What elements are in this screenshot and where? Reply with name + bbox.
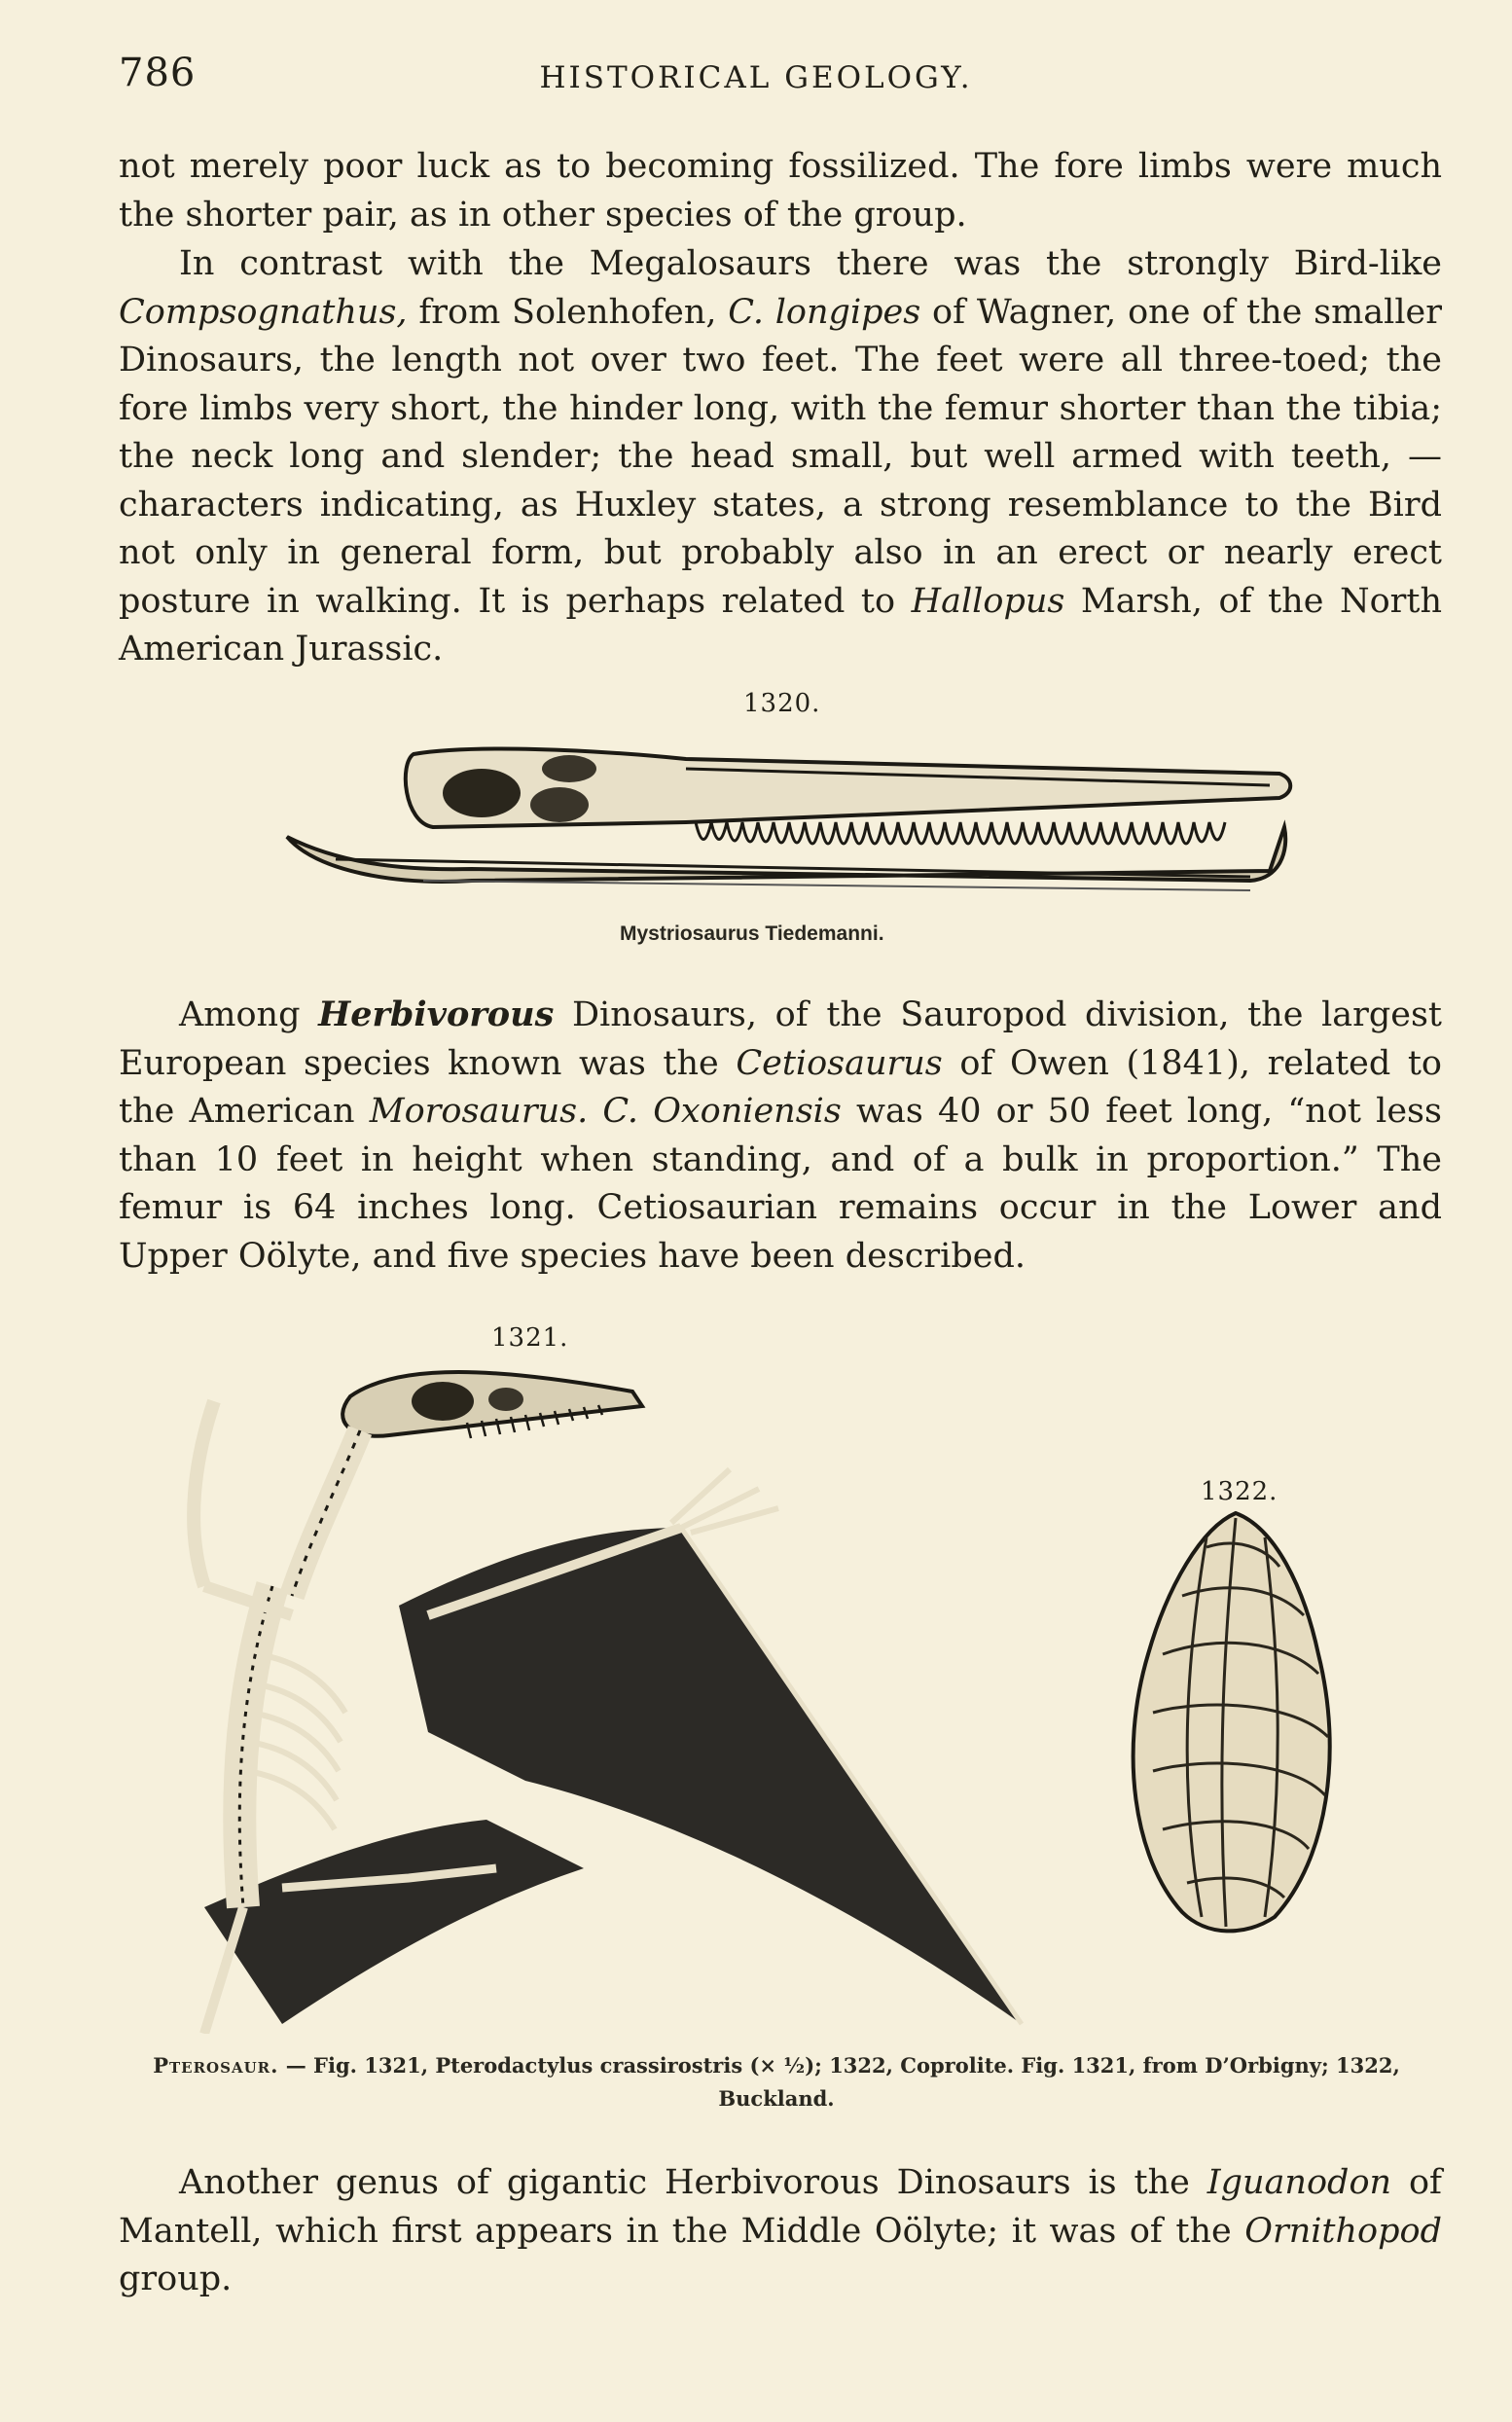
paragraph-1-text: not merely poor luck as to becoming fossilized. The fore limbs were much the shorter pair, as in other species of the group. (119, 147, 1442, 235)
paragraph-4 (119, 2159, 1442, 2304)
paragraph-3 (119, 991, 1442, 1281)
taxon-cetiosaurus: Cetiosaurus (736, 1043, 943, 1083)
paragraph-2-text-a: In contrast with the Megalosaurs there was the strongly Bird-like (179, 244, 1442, 283)
paragraph-3-text-e: was 40 or 50 feet long, “not less than 10 feet in height when standing, and of a bulk in proportion.” The femur is 64 inches long. Cetiosaurian remains occur in the Lower and Upper Oölyte, and five species have been described. (119, 1092, 1442, 1276)
figure-1321-pterosaur-skeleton-illustration (175, 1362, 1031, 2034)
paragraph-2-text-b: from Solenhofen, (407, 292, 729, 332)
paragraph-3-text-c: of Owen (1841), related to the American (119, 1043, 1442, 1131)
figure-1322-coprolite-illustration (1109, 1508, 1362, 1936)
taxon-iguanodon: Iguanodon (1206, 2163, 1392, 2202)
taxon-hallopus: Hallopus (911, 581, 1065, 621)
paragraph-4-text-b: of Mantell, which first appears in the Middle Oölyte; it was of the (119, 2163, 1442, 2251)
term-herbivorous: Herbivorous (318, 994, 555, 1034)
figure-1320-caption: Mystriosaurus Tiedemanni. (620, 922, 884, 945)
figure-1320-number: 1320. (743, 689, 821, 718)
paragraph-2-text-c: of Wagner, one of the smaller Dinosaurs, the length not over two feet. The feet were all three-toed; the fore limbs very short, the hinder long, with the femur shorter than the tibia; the neck long and slender; the head small, but well armed with teeth, — characters indicating, as Huxley states, a strong resemblance to the Bird not only in general form, but probably also in an erect or nearly erect posture in walking. It is perhaps related to (119, 292, 1442, 621)
term-ornithopod: Ornithopod (1244, 2211, 1442, 2251)
figure-1320-skull-illustration (277, 735, 1299, 915)
paragraph-4-text-a: Another genus of gigantic Herbivorous Dinosaurs is the (179, 2163, 1207, 2202)
paragraph-1 (119, 143, 1442, 239)
caption-text: — Fig. 1321, Pterodactylus crassirostris (× ½); 1322, Coprolite. Fig. 1321, from D’Orbigny; 1322, Buckland. (278, 2053, 1400, 2111)
paragraph-3-text-d (588, 1092, 602, 1131)
paragraph-3-text-b: Dinosaurs, of the Sauropod division, the largest European species known was the (119, 995, 1442, 1083)
taxon-compsognathus: Compsognathus, (119, 292, 408, 332)
taxon-c-oxoniensis: C. Oxoniensis (602, 1092, 842, 1131)
figure-1321-number: 1321. (491, 1323, 569, 1353)
paragraph-2-text-d: Marsh, of the North American Jurassic. (119, 581, 1442, 669)
paragraph-3-text-a: Among (179, 995, 319, 1034)
figure-1322-number: 1322. (1201, 1477, 1278, 1506)
caption-label-pterosaur: Pterosaur. (153, 2053, 279, 2078)
paragraph-4-text-c: group. (119, 2259, 233, 2298)
page-number: 786 (119, 51, 197, 95)
taxon-c-longipes: C. longipes (728, 292, 921, 332)
running-title: HISTORICAL GEOLOGY. (539, 60, 973, 95)
taxon-morosaurus: Morosaurus. (369, 1092, 589, 1131)
figures-1321-1322-caption (115, 2049, 1438, 2115)
paragraph-2 (119, 240, 1442, 674)
